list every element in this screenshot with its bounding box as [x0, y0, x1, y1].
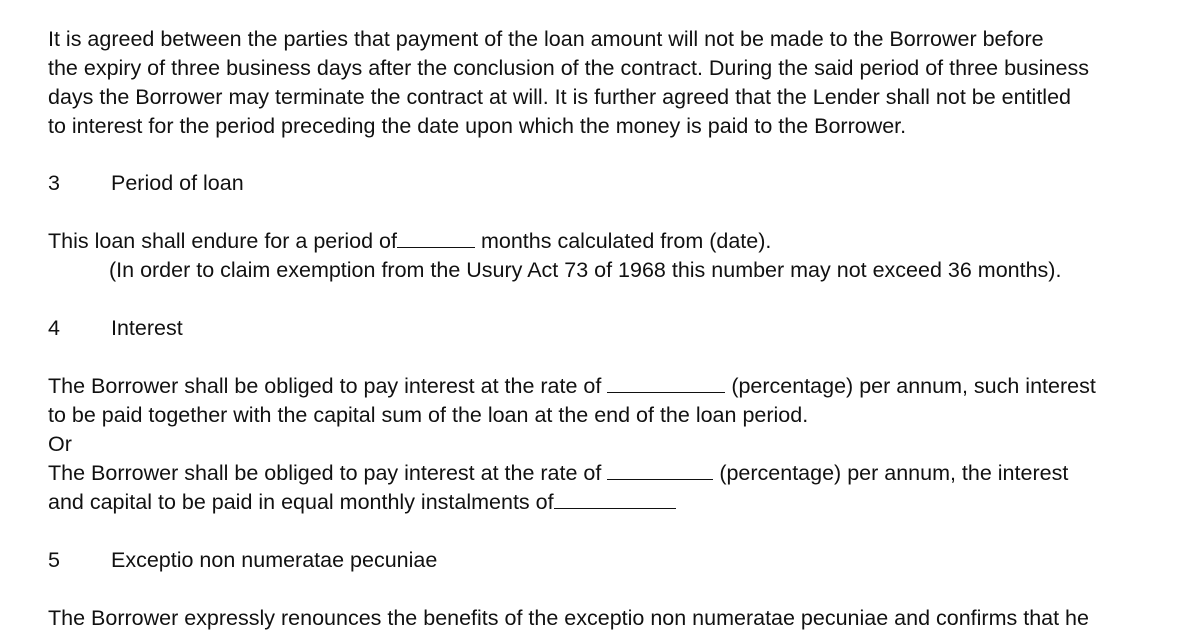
section-3-number: 3: [48, 171, 60, 195]
period-text-before: This loan shall endure for a period of: [48, 229, 397, 253]
intro-line-2: the expiry of three business days after the conclusion of the contract. During the said period of three business: [48, 56, 1089, 80]
interest-option-1-line-2: to be paid together with the capital sum of the loan at the end of the loan period.: [48, 403, 809, 427]
period-months-blank: [397, 227, 475, 248]
instalment-amount-blank: [554, 488, 676, 509]
section-3-paragraph: [48, 227, 1168, 285]
section-3-line-1: [48, 227, 1168, 256]
intro-line-3: days the Borrower may terminate the contract at will. It is further agreed that the Lender shall not be entitled: [48, 85, 1071, 109]
section-4-paragraph: [48, 372, 1168, 517]
section-5-paragraph: [48, 604, 1168, 633]
section-3-title: Period of loan: [111, 171, 244, 195]
interest-rate-blank-2: [607, 459, 713, 480]
interest-1-text-after: (percentage) per annum, such interest: [731, 374, 1096, 398]
section-4-number: 4: [48, 316, 60, 340]
interest-2-text-before: The Borrower shall be obliged to pay interest at the rate of: [48, 461, 602, 485]
intro-line-4: to interest for the period preceding the date upon which the money is paid to the Borrower.: [48, 114, 907, 138]
interest-rate-blank-1: [607, 372, 725, 393]
interest-option-1-line-1: [48, 372, 1168, 401]
interest-2-text-after: (percentage) per annum, the interest: [719, 461, 1069, 485]
usury-note: (In order to claim exemption from the Usury Act 73 of 1968 this number may not exceed 36 months).: [109, 258, 1062, 282]
interest-option-2-line-2: [48, 488, 1168, 517]
section-5-title: Exceptio non numeratae pecuniae: [111, 548, 438, 572]
interest-option-2-line-1: [48, 459, 1168, 488]
section-4-heading: [48, 314, 183, 343]
or-label: Or: [48, 432, 72, 456]
section-3-heading: [48, 169, 244, 198]
section-5-heading: [48, 546, 437, 575]
instalment-text-before: and capital to be paid in equal monthly instalments of: [48, 490, 554, 514]
section-4-title: Interest: [111, 316, 183, 340]
intro-paragraph: [48, 25, 1168, 141]
period-text-after: months calculated from (date).: [480, 229, 772, 253]
intro-line-1: It is agreed between the parties that payment of the loan amount will not be made to the Borrower before: [48, 27, 1044, 51]
section-5-number: 5: [48, 548, 60, 572]
section-5-line-1: The Borrower expressly renounces the benefits of the exceptio non numeratae pecuniae and confirms that he: [48, 606, 1089, 630]
interest-1-text-before: The Borrower shall be obliged to pay interest at the rate of: [48, 374, 602, 398]
